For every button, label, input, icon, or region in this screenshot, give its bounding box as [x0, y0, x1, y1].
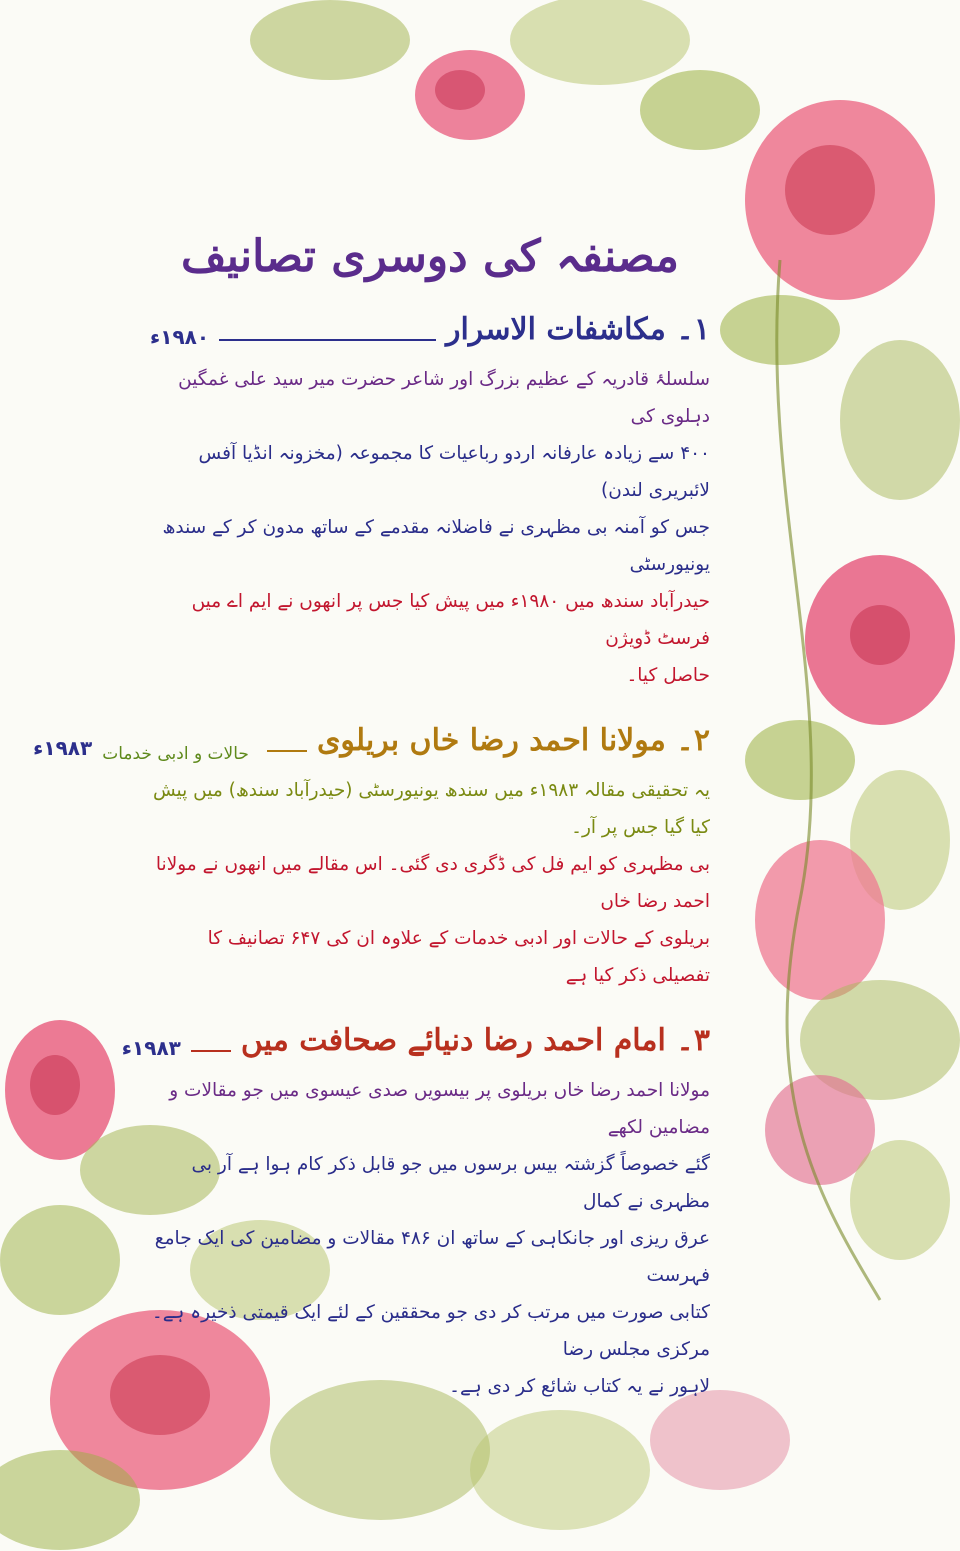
section-heading: ۲۔ مولانا احمد رضا خاں بریلوی [316, 723, 710, 758]
top-roses [250, 0, 760, 150]
section-heading: ۱۔ مکاشفات الاسرار [445, 312, 710, 347]
section-3 [121, 1018, 710, 1405]
content [33, 225, 710, 1429]
text-line: سلسلۂ قادریہ کے عظیم بزرگ اور شاعر حضرت میر سید علی غمگین دہلوی کی [178, 369, 710, 427]
section-1 [150, 307, 710, 694]
section-year: ۱۹۸۳ء [33, 736, 93, 760]
text-line: گئے خصوصاً گزشتہ بیس برسوں میں جو قابل ذکر کام ہوا ہے آر بی مظہری نے کمال [191, 1154, 710, 1212]
section-heading-row [150, 307, 710, 353]
text-line: حاصل کیا۔ [626, 665, 710, 686]
section-heading-row [121, 1018, 710, 1064]
heading-dash [219, 339, 436, 341]
section-text [150, 1072, 710, 1405]
text-line: لاہور نے یہ کتاب شائع کر دی ہے۔ [449, 1376, 710, 1397]
section-subheading: حالات و ادبی خدمات [102, 744, 249, 764]
section-year: ۱۹۸۰ء [150, 325, 210, 349]
text-line: مولانا احمد رضا خاں بریلوی پر بیسویں صدی عیسوی میں جو مقالات و مضامین لکھے [169, 1080, 710, 1138]
text-line: جس کو آمنہ بی مظہری نے فاضلانہ مقدمے کے ساتھ مدون کر کے سندھ یونیورسٹی [162, 517, 710, 575]
right-roses [720, 100, 960, 1300]
page-title: مصنفہ کی دوسری تصانیف [181, 231, 679, 282]
section-heading-row [33, 718, 710, 764]
section-text [150, 361, 710, 694]
text-line: ۴۰۰ سے زیادہ عارفانہ اردو رباعیات کا مجموعہ (مخزونہ انڈیا آفس لائبریری لندن) [198, 443, 710, 501]
text-line: کتابی صورت میں مرتب کر دی جو محققین کے لئے ایک قیمتی ذخیرہ ہے۔ مرکزی مجلس رضا [151, 1302, 710, 1360]
text-line: عرق ریزی اور جانکاہی کے ساتھ ان ۴۸۶ مقالات و مضامین کی ایک جامع فہرست [154, 1228, 710, 1286]
heading-dash [267, 750, 307, 752]
text-line: بی مظہری کو ایم فل کی ڈگری دی گئی۔ اس مقالے میں انھوں نے مولانا احمد رضا خاں [155, 854, 710, 912]
heading-dash [191, 1050, 231, 1052]
section-heading: ۳۔ امام احمد رضا دنیائے صحافت میں [240, 1023, 710, 1058]
text-line: یہ تحقیقی مقالہ ۱۹۸۳ء میں سندھ یونیورسٹی (حیدرآباد سندھ) میں پیش کیا گیا جس پر آر۔ [152, 780, 710, 838]
section-text [150, 772, 710, 994]
text-line: بریلوی کے حالات اور ادبی خدمات کے علاوہ ان کی ۶۴۷ تصانیف کا تفصیلی ذکر کیا ہے [207, 928, 710, 986]
section-year: ۱۹۸۳ء [121, 1036, 181, 1060]
section-2 [33, 718, 710, 994]
text-line: حیدرآباد سندھ میں ۱۹۸۰ء میں پیش کیا جس پر انھوں نے ایم اے میں فرسٹ ڈویژن [191, 591, 710, 649]
